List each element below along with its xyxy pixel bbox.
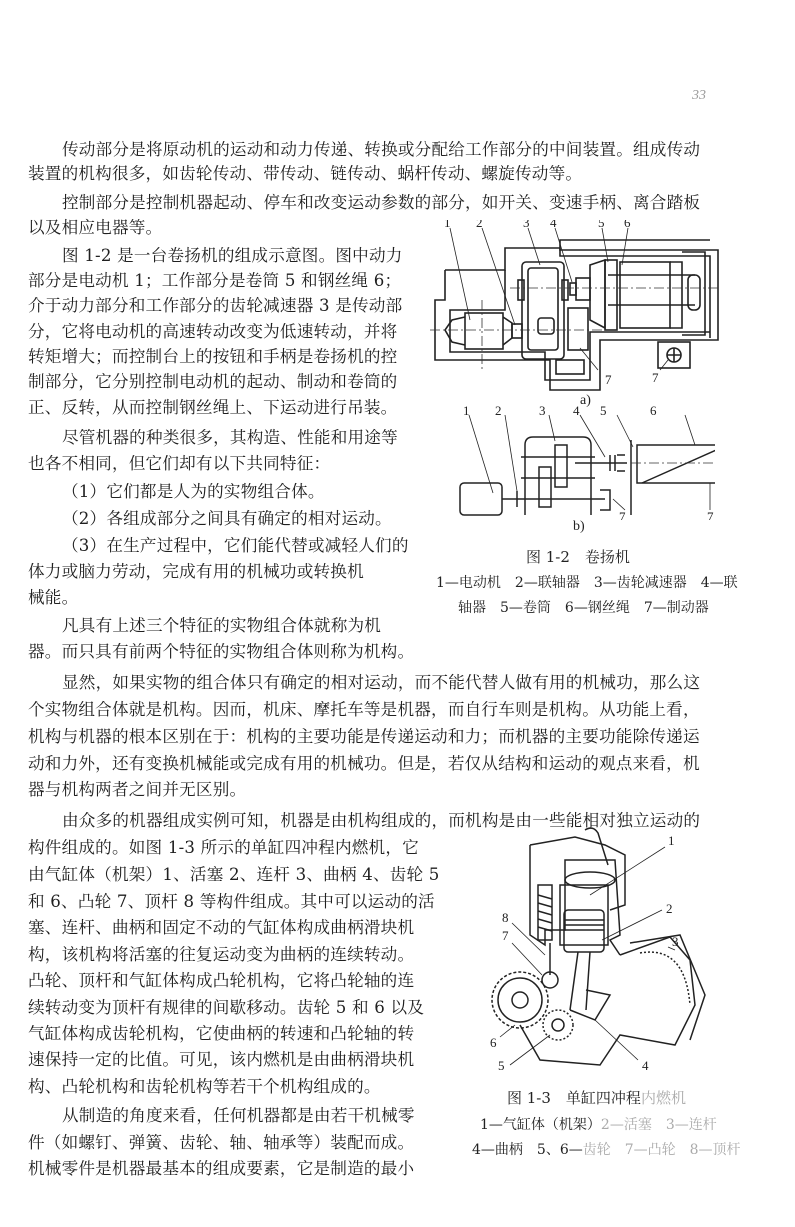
legend-text-faded: 2—活塞 3—连杆	[600, 1117, 717, 1133]
text-line: 部分是电动机 1；工作部分是卷筒 5 和钢丝绳 6；	[28, 271, 402, 290]
text-line: 凡具有上述三个特征的实物组合体就称为机	[62, 616, 382, 635]
text-line: 械能。	[28, 588, 79, 607]
text-line: 气缸体构成齿轮机构，它使曲柄的转速和凸轮轴的转	[28, 1024, 415, 1043]
text-line: 器。而只具有前两个特征的实物组合体则称为机构。	[28, 642, 415, 661]
figure-1-3-title-faded: 内燃机	[640, 1089, 686, 1107]
callout-2: 2	[495, 405, 502, 418]
callout-4: 4	[642, 1058, 649, 1070]
text-line: 图 1-2 是一台卷扬机的组成示意图。图中动力	[62, 246, 403, 265]
figure-1-3-legend-line-1	[480, 1116, 717, 1134]
figure-1-2-legend-line-2: 轴器 5—卷筒 6—钢丝绳 7—制动器	[458, 600, 709, 616]
text-line: 也各不相同，但它们却有以下共同特征：	[28, 454, 331, 473]
text-line: 件（如螺钉、弹簧、齿轮、轴、轴承等）装配而成。	[28, 1133, 415, 1152]
winch-layout-drawing	[430, 220, 730, 395]
text-line: 由气缸体（机架）1、活塞 2、连杆 3、曲柄 4、齿轮 5	[28, 865, 440, 884]
text-line: 正、反转，从而控制钢丝绳上、下运动进行吊装。	[28, 398, 398, 417]
callout-5: 5	[600, 405, 607, 418]
feature-item-3: （3）在生产过程中，它们能代替或减轻人们的	[62, 536, 409, 555]
feature-item-1: （1）它们都是人为的实物组合体。	[62, 482, 325, 501]
text-line: 尽管机器的种类很多，其构造、性能和用途等	[62, 428, 398, 447]
text-line: 塞、连杆、曲柄和固定不动的气缸体构成曲柄滑块机	[28, 918, 415, 937]
figure-1-2-title: 图 1-2 卷扬机	[526, 548, 630, 566]
callout-5: 5	[498, 1058, 505, 1070]
figure-1-2b-winch-schematic	[455, 405, 715, 520]
text-line: 传动部分是将原动机的运动和动力传递、转换或分配给工作部分的中间装置。组成传动	[62, 140, 701, 159]
text-line: 个实物组合体就是机构。因而，机床、摩托车等是机器，而自行车则是机构。从功能上看，	[28, 700, 700, 719]
text-line: 装置的机构很多，如齿轮传动、带传动、链传动、蜗杆传动、螺旋传动等。	[28, 164, 583, 183]
callout-3: 3	[672, 934, 679, 949]
text-line: 从制造的角度来看，任何机器都是由若干机械零	[62, 1106, 415, 1125]
figure-1-2-legend-line-1: 1—电动机 2—联轴器 3—齿轮减速器 4—联	[436, 575, 738, 591]
callout-2: 2	[476, 220, 483, 230]
callout-6: 6	[490, 1035, 497, 1050]
text-line: 速保持一定的比值。可见，该内燃机是由曲柄滑块机	[28, 1050, 415, 1069]
winch-schematic-drawing	[455, 405, 715, 520]
callout-2: 2	[666, 901, 673, 916]
text-line: 分，它将电动机的高速转动改变为低速转动，并将	[28, 322, 398, 341]
text-line: 构、凸轮机构和齿轮机构等若干个机构组成的。	[28, 1077, 381, 1096]
page-number: 33	[692, 88, 706, 103]
callout-6: 6	[650, 405, 657, 418]
text-line: 器与机构两者之间并无区别。	[28, 780, 247, 799]
text-line: 和 6、凸轮 7、顶杆 8 等构件组成。其中可以运动的活	[28, 892, 435, 911]
text-line: 控制部分是控制机器起动、停车和改变运动参数的部分，如开关、变速手柄、离合踏板	[62, 193, 701, 212]
callout-7b: 7	[652, 370, 659, 385]
text-line: 续转动变为顶杆有规律的间歇移动。齿轮 5 和 6 以及	[28, 998, 425, 1017]
figure-1-3-title-main: 图 1-3 单缸四冲程	[507, 1089, 641, 1107]
callout-5: 5	[598, 220, 605, 230]
callout-1: 1	[444, 220, 451, 230]
callout-3: 3	[539, 405, 546, 418]
callout-4: 4	[550, 220, 557, 230]
subfigure-label-a: a)	[580, 393, 591, 408]
text-line: 构，该机构将活塞的往复运动变为曲柄的连续转动。	[28, 945, 415, 964]
legend-text: 1—气缸体（机架）	[480, 1117, 601, 1133]
text-line: 机构与机器的根本区别在于：机构的主要功能是传递运动和力；而机器的主要功能除传递运	[28, 727, 700, 746]
text-line: 显然，如果实物的组合体只有确定的相对运动，而不能代替人做有用的机械功，那么这	[62, 673, 701, 692]
text-line: 构件组成的。如图 1-3 所示的单缸四冲程内燃机，它	[28, 838, 419, 857]
figure-1-2a-winch-layout	[430, 220, 730, 408]
callout-7b: 7	[707, 509, 714, 520]
feature-item-2: （2）各组成部分之间具有确定的相对运动。	[62, 509, 392, 528]
figure-1-3-engine-illustration	[490, 825, 730, 1070]
text-line: 制部分，它分别控制电动机的起动、制动和卷筒的	[28, 372, 398, 391]
text-line: 动和力外，还有变换机械能或完成有用的机械功。但是，若仅从结构和运动的观点来看，机	[28, 754, 700, 773]
text-line: 转矩增大；而控制台上的按钮和手柄是卷扬机的控	[28, 347, 398, 366]
callout-7: 7	[605, 372, 612, 387]
callout-1: 1	[668, 833, 675, 848]
legend-text-faded: 齿轮 7—凸轮 8—顶杆	[582, 1142, 741, 1158]
subfigure-label-b: b)	[573, 519, 585, 534]
legend-text: 4—曲柄 5、6—	[472, 1142, 583, 1158]
text-line: 凸轮、顶杆和气缸体构成凸轮机构，它将凸轮轴的连	[28, 971, 415, 990]
callout-6: 6	[624, 220, 631, 230]
engine-cutaway-drawing	[490, 825, 730, 1070]
callout-1: 1	[463, 405, 470, 418]
text-line: 由众多的机器组成实例可知，机器是由机构组成的，而机构是由一些能相对独立运动的	[62, 811, 701, 830]
callout-4: 4	[573, 405, 580, 418]
text-line: 机械零件是机器最基本的组成要素，它是制造的最小	[28, 1159, 415, 1178]
figure-1-3-legend-line-2	[472, 1141, 741, 1159]
text-line: 体力或脑力劳动，完成有用的机械功或转换机	[28, 562, 364, 581]
callout-7: 7	[619, 509, 626, 520]
callout-8: 8	[502, 910, 509, 925]
text-line: 以及相应电器等。	[28, 218, 163, 237]
callout-3: 3	[523, 220, 530, 230]
figure-1-3-title	[507, 1089, 686, 1107]
callout-7: 7	[502, 928, 509, 943]
text-line: 介于动力部分和工作部分的齿轮减速器 3 是传动部	[28, 296, 403, 315]
